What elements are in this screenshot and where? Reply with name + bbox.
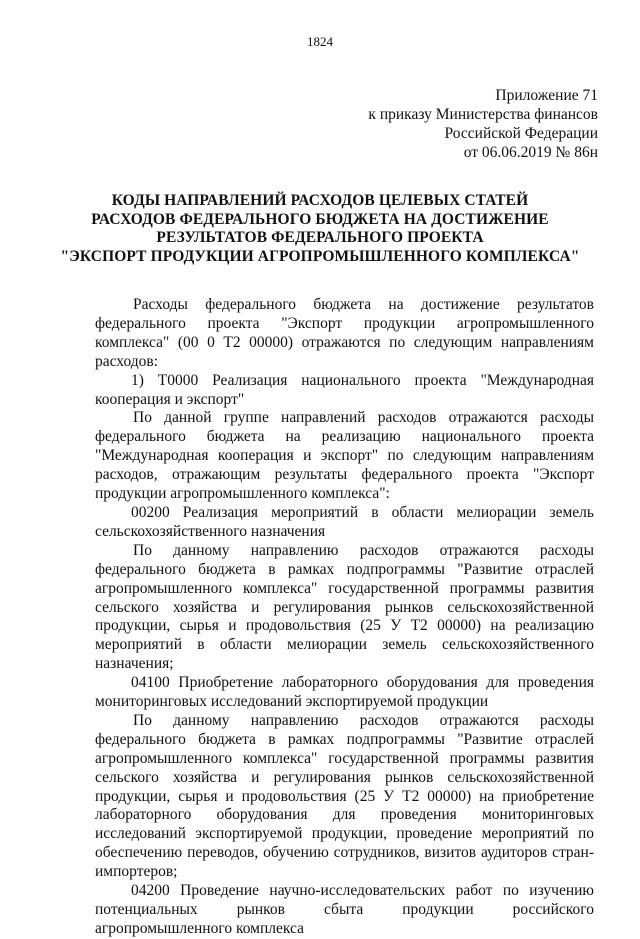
title-line-1: КОДЫ НАПРАВЛЕНИЙ РАСХОДОВ ЦЕЛЕВЫХ СТАТЕЙ: [111, 192, 529, 209]
document-title: [60, 192, 580, 266]
appendix-header: [298, 86, 598, 162]
intro-paragraph: Расходы федерального бюджета на достижение результатов федерального проекта "Экспорт продукции агропромышленного комплекса" (00 0 Т2 00000) отражаются по следующим направлениям расходов:: [95, 296, 594, 370]
title-line-4: "ЭКСПОРТ ПРОДУКЦИИ АГРОПРОМЫШЛЕННОГО КОМПЛЕКСА": [60, 247, 580, 265]
document-body: [95, 296, 594, 939]
item-t0000-description: По данной группе направлений расходов отражаются расходы федерального бюджета на реализацию национального проекта "Международная кооперация и экспорт" по следующим направлениям расходов, отражающим результаты федерального проекта "Экспорт продукции агропромышленного комплекса":: [95, 409, 594, 503]
code-04200: 04200 Проведение научно-исследовательских работ по изучению потенциальных рынков сбыта продукции российского агропромышленного комплекса: [95, 882, 594, 937]
title-line-3: РЕЗУЛЬТАТОВ ФЕДЕРАЛЬНОГО ПРОЕКТА: [156, 229, 484, 246]
title-line-2: РАСХОДОВ ФЕДЕРАЛЬНОГО БЮДЖЕТА НА ДОСТИЖЕНИЕ: [91, 210, 549, 228]
code-04100: 04100 Приобретение лабораторного оборудования для проведения мониторинговых исследований экспортируемой продукции: [95, 674, 594, 711]
item-t0000: 1) Т0000 Реализация национального проекта "Международная кооперация и экспорт": [95, 371, 594, 408]
code-04100-description: По данному направлению расходов отражаются расходы федерального бюджета в рамках подпрограммы "Развитие отраслей агропромышленного комплекса" государственной программы развития сельского хозяйства и регулирования рынков сельскохозяйственной продукции, сырья и продовольствия (25 У Т2 00000) на приобретение лабораторного оборудования для проведения мониторинговых исследований экспортируемой продукции, проведение мероприятий по обеспечению переводов, обучению сотрудников, визитов аудиторов стран-импортеров;: [95, 711, 594, 881]
page-number: 1824: [307, 34, 333, 49]
code-00200: 00200 Реализация мероприятий в области мелиорации земель сельскохозяйственного назначения: [95, 503, 594, 540]
appendix-ministry: Российской Федерации: [444, 125, 598, 142]
code-00200-description: По данному направлению расходов отражаются расходы федерального бюджета в рамках подпрограммы "Развитие отраслей агропромышленного комплекса" государственной программы развития сельского хозяйства и регулирования рынков сельскохозяйственной продукции, сырья и продовольствия (25 У Т2 00000) на реализацию мероприятий в области мелиорации земель сельскохозяйственного назначения;: [95, 541, 594, 673]
appendix-date: от 06.06.2019 № 86н: [463, 144, 598, 161]
appendix-order: к приказу Министерства финансов: [368, 106, 598, 123]
appendix-number: Приложение 71: [495, 87, 598, 104]
